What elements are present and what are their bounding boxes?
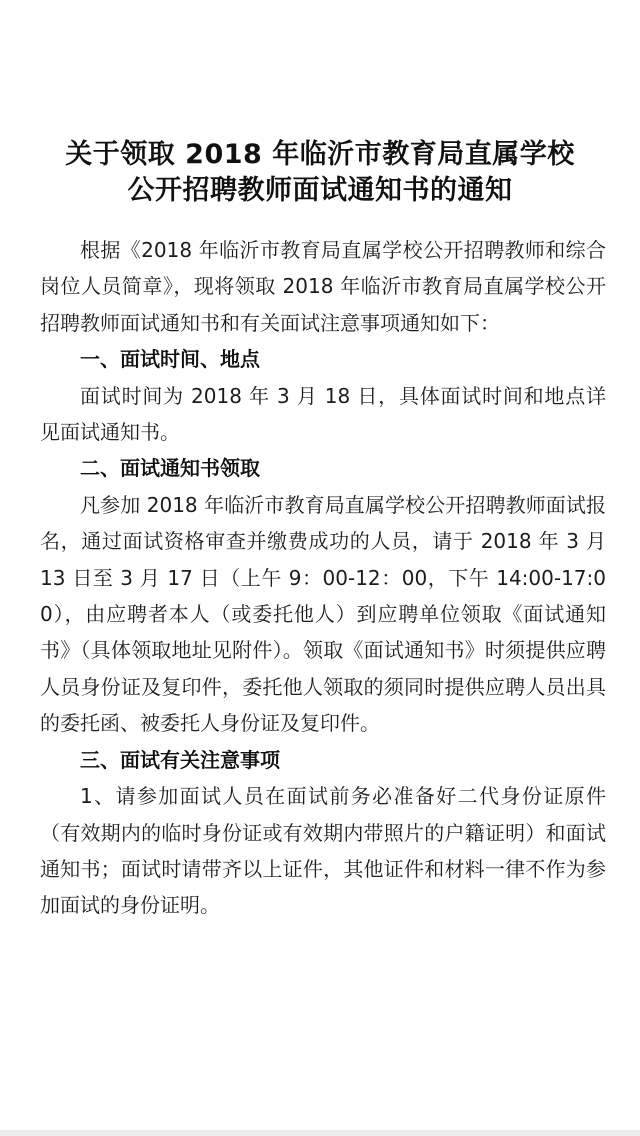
section-heading-interview-notes: 三、面试有关注意事项: [80, 747, 280, 772]
bottom-divider: [0, 1130, 640, 1136]
section-paragraph-notice-collection: 凡参加 2018 年临沂市教育局直属学校公开招聘教师面试报名，通过面试资格审查并缴费成功的人员，请于 2018 年 3 月 13 日至 3 月 17 日（上午 9：00-12：00，下午 14:00-17:00），由应聘者本人（或委托他人）到应聘单位领取《面试通知书》（具体领取地址见附件）。领取《面试通知书》时须提供应聘人员身份证及复印件，委托他人领取的须同时提供应聘人员出具的委托函、被委托人身份证及复印件。: [40, 492, 606, 736]
document-body: [40, 232, 606, 924]
section-heading-time-place: 一、面试时间、地点: [80, 347, 260, 372]
document-title-line-1: 关于领取 2018 年临沂市教育局直属学校: [65, 139, 575, 170]
document-title-line-2: 公开招聘教师面试通知书的通知: [127, 175, 513, 206]
section-heading-notice-collection: 二、面试通知书领取: [80, 456, 260, 481]
section-paragraph-interview-notes: 1、请参加面试人员在面试前务必准备好二代身份证原件（有效期内的临时身份证或有效期内带照片的户籍证明）和面试通知书；面试时请带齐以上证件，其他证件和材料一律不作为参加面试的身份证明。: [40, 784, 606, 918]
section-paragraph-time-place: 面试时间为 2018 年 3 月 18 日，具体面试时间和地点详见面试通知书。: [40, 383, 606, 445]
intro-paragraph: 根据《2018 年临沂市教育局直属学校公开招聘教师和综合岗位人员简章》，现将领取 2018 年临沂市教育局直属学校公开招聘教师面试通知书和有关面试注意事项通知如下：: [40, 238, 606, 335]
